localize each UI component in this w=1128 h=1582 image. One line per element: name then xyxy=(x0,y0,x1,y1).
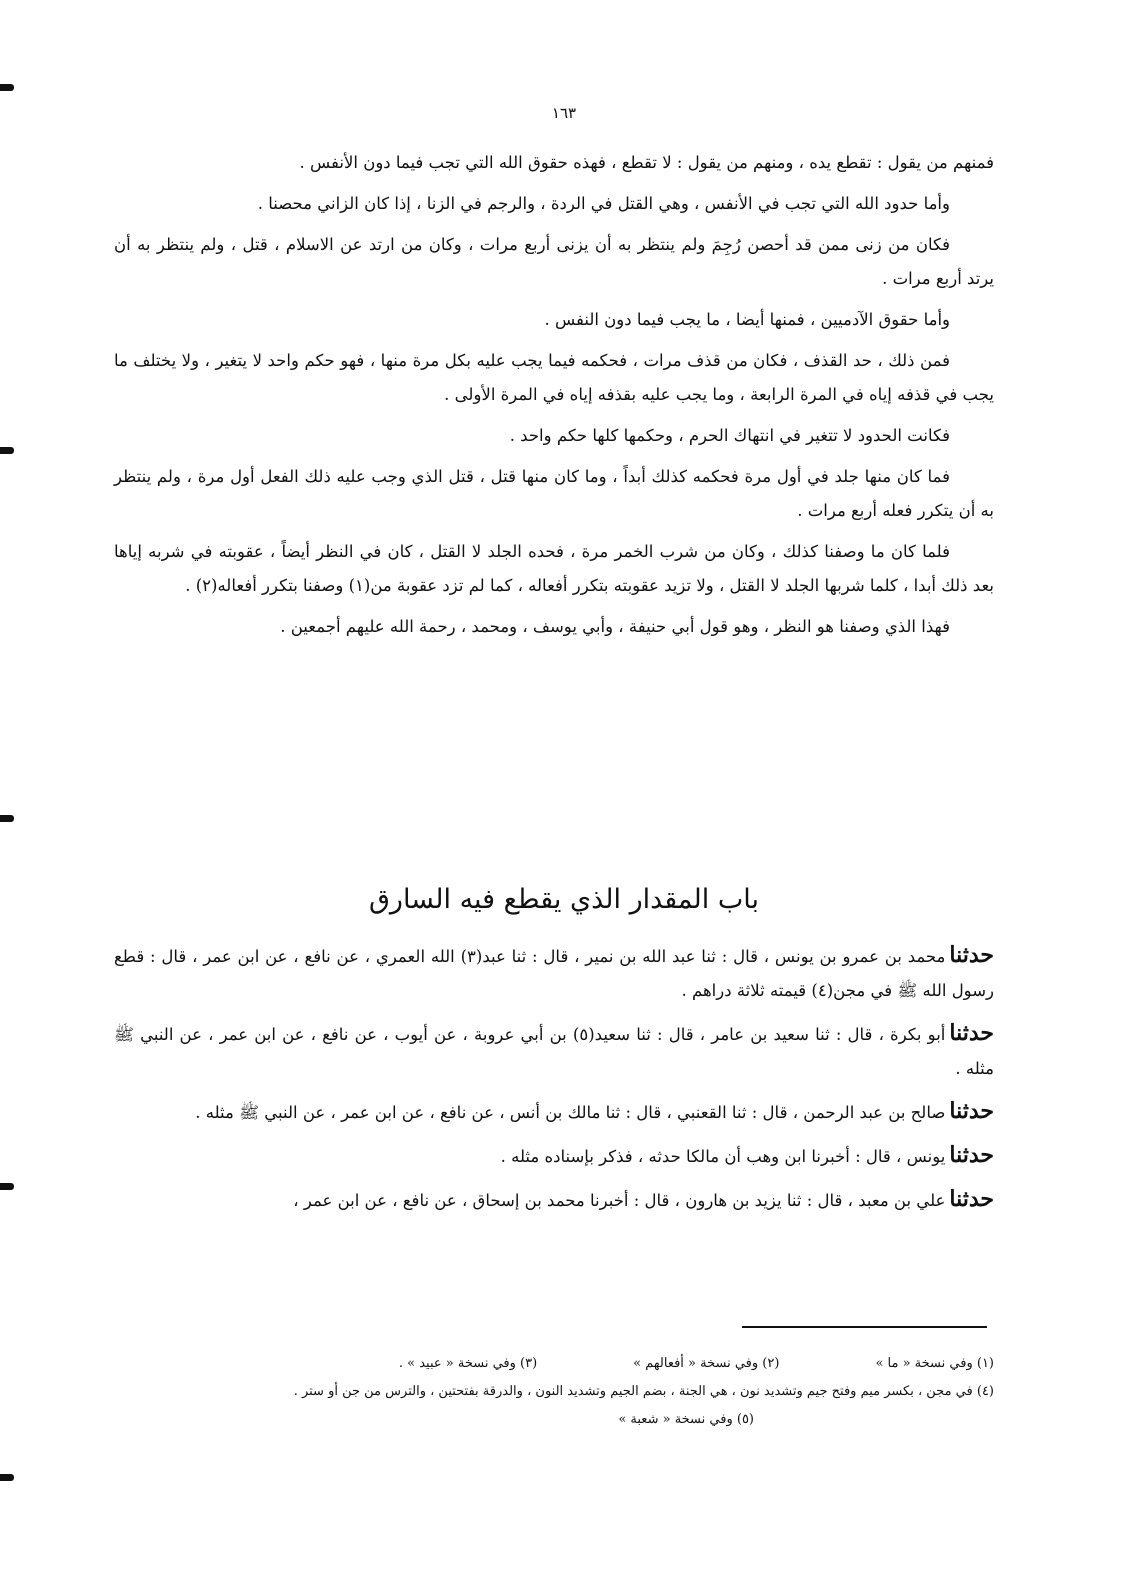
paragraph: فلما كان ما وصفنا كذلك ، وكان من شرب الخمر مرة ، فحده الجلد لا القتل ، كان في النظر أيضاً ، عقوبته في شربه إياها بعد ذلك أبدا ، كلما شربها الجلد لا القتل ، ولا تزيد عقوبته بتكرر أفعاله ، كما لم تزد عقوبة من(١) وصفنا بتكرر أفعاله(٢) . xyxy=(114,542,994,595)
footnote: (٢) وفي نسخة « أفعالهم » xyxy=(633,1356,780,1371)
hadith-text: أبو بكرة ، قال : ثنا سعيد بن عامر ، قال : ثنا سعيد(٥) بن أبي عروبة ، عن أيوب ، عن نافع ، عن ابن عمر ، عن النبي ﷺ مثله . xyxy=(114,1025,994,1078)
hadith-entry xyxy=(114,1182,994,1218)
hadith-text: علي بن معبد ، قال : ثنا يزيد بن هارون ، قال : أخبرنا محمد بن إسحاق ، عن نافع ، عن ابن عمر ، xyxy=(293,1191,946,1210)
paragraph: فكانت الحدود لا تتغير في انتهاك الحرم ، وحكمها كلها حكم واحد . xyxy=(509,426,950,445)
margin-mark xyxy=(0,1183,14,1190)
footnote-row xyxy=(114,1406,994,1434)
hadith-keyword: حدثنا xyxy=(949,1020,994,1046)
chapter-title: باب المقدار الذي يقطع فيه السارق xyxy=(368,884,760,916)
paragraph: وأما حقوق الآدميين ، فمنها أيضا ، ما يجب فيما دون النفس . xyxy=(544,310,950,329)
hadith-text: يونس ، قال : أخبرنا ابن وهب أن مالكا حدثه ، فذكر بإسناده مثله . xyxy=(500,1147,946,1166)
hadith-keyword: حدثنا xyxy=(949,1142,994,1168)
paragraph: وأما حدود الله التي تجب في الأنفس ، وهي القتل في الردة ، والرجم في الزنا ، إذا كان الزاني محصنا . xyxy=(257,194,950,213)
hadith-keyword: حدثنا xyxy=(949,1098,994,1124)
hadith-text: محمد بن عمرو بن يونس ، قال : ثنا عبد الله بن نمير ، قال : ثنا عبد(٣) الله العمري ، عن نافع ، عن ابن عمر ، قال : قطع رسول الله ﷺ في مجن(٤) قيمته ثلاثة دراهم . xyxy=(114,947,994,1000)
page-number: ١٦٣ xyxy=(551,104,577,122)
footnote-divider xyxy=(742,1326,987,1328)
paragraph: فما كان منها جلد في أول مرة فحكمه كذلك أبداً ، وما كان منها قتل ، قتل الذي وجب عليه ذلك الفعل أول مرة ، ولم ينتظر به أن يتكرر فعله أربع مرات . xyxy=(114,467,994,520)
hadith-text: صالح بن عبد الرحمن ، قال : ثنا القعنبي ، قال : ثنا مالك بن أنس ، عن نافع ، عن ابن عمر ، عن النبي ﷺ مثله . xyxy=(195,1103,946,1122)
hadith-entry xyxy=(114,1016,994,1086)
footnote: (١) وفي نسخة « ما » xyxy=(875,1356,994,1371)
hadith-section xyxy=(114,938,994,1226)
paragraph: فمنهم من يقول : تقطع يده ، ومنهم من يقول : لا تقطع ، فهذه حقوق الله التي تجب فيما دون الأنفس . xyxy=(299,153,994,172)
hadith-entry xyxy=(114,938,994,1008)
paragraph: فمن ذلك ، حد القذف ، فكان من قذف مرات ، فحكمه فيما يجب عليه بكل مرة منها ، فهو حكم واحد لا يتغير ، ولا يختلف ما يجب في قذفه إياه في المرة الرابعة ، وما يجب عليه بقذفه إياه في المرة الأولى . xyxy=(114,351,994,404)
footnote: (٥) وفي نسخة « شعبة » xyxy=(618,1412,754,1427)
hadith-keyword: حدثنا xyxy=(949,942,995,968)
hadith-entry xyxy=(114,1138,994,1174)
footnote: (٤) في مجن ، بكسر ميم وفتح جيم وتشديد نون ، هي الجنة ، بضم الجيم وتشديد النون ، والدرقة بفتحتين ، والترس من جن أو ستر . xyxy=(293,1384,994,1399)
paragraph: فهذا الذي وصفنا هو النظر ، وهو قول أبي حنيفة ، وأبي يوسف ، ومحمد ، رحمة الله عليهم أجمعين . xyxy=(280,617,950,636)
margin-mark xyxy=(0,447,14,454)
margin-mark xyxy=(0,1474,14,1481)
footnotes xyxy=(114,1350,994,1434)
margin-mark xyxy=(0,815,14,822)
hadith-entry xyxy=(114,1094,994,1130)
footnote-row xyxy=(114,1350,994,1378)
body-text xyxy=(114,146,994,651)
margin-mark xyxy=(0,84,14,91)
hadith-keyword: حدثنا xyxy=(949,1186,994,1212)
footnote: (٣) وفي نسخة « عبيد » . xyxy=(398,1356,538,1371)
paragraph: فكان من زنى ممن قد أحصن رُجِمَ ولم ينتظر به أن يزنى أربع مرات ، وكان من ارتد عن الاسلام ، قتل ، ولم ينتظر به أن يرتد أربع مرات . xyxy=(114,235,994,288)
